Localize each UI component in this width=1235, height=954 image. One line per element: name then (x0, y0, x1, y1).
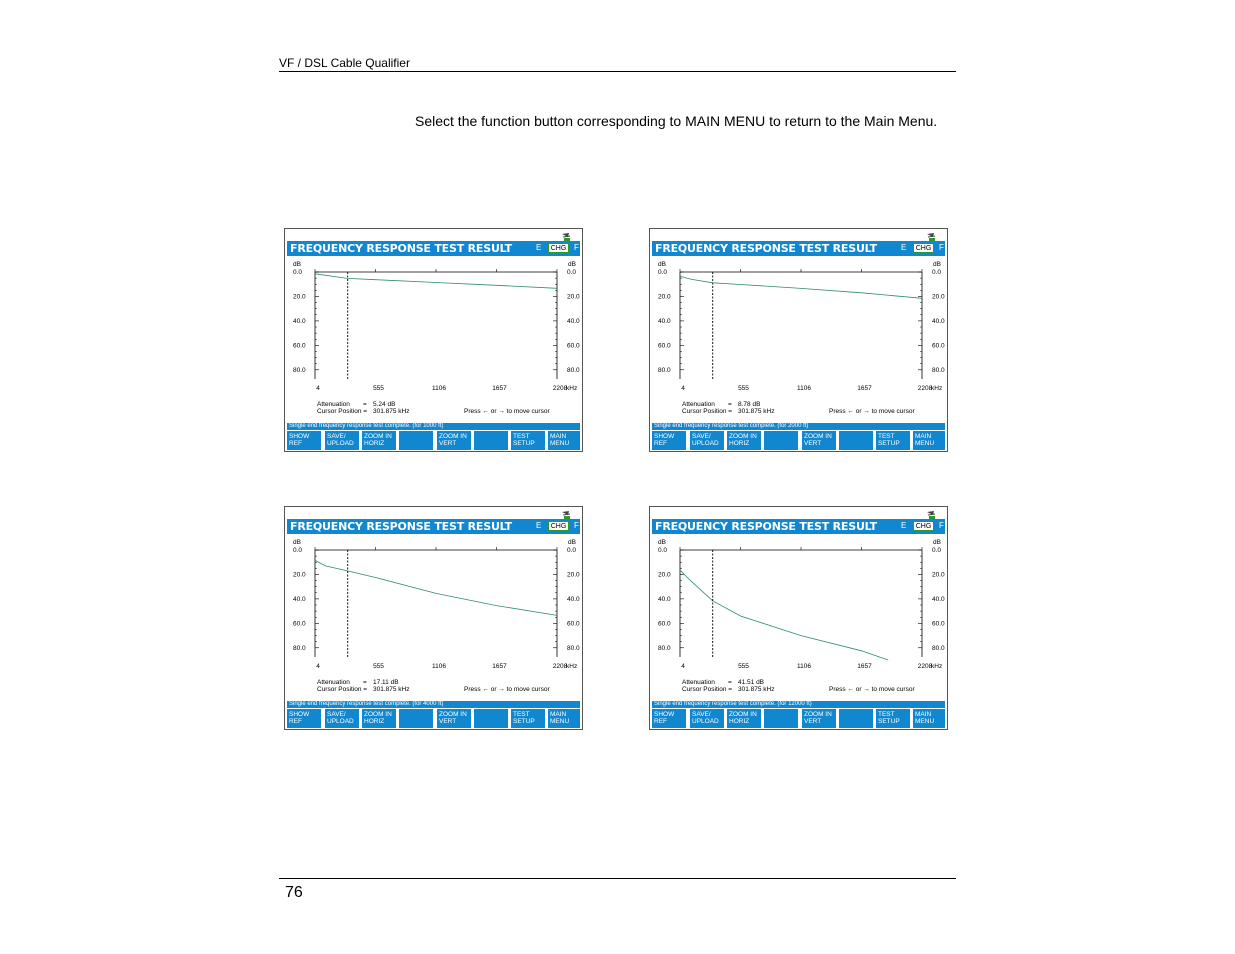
indicator-f: F (574, 521, 579, 530)
y-tick-label-left: 40.0 (293, 595, 306, 603)
page-header: VF / DSL Cable Qualifier (279, 56, 410, 70)
header-rule (279, 71, 956, 72)
attenuation-equals: = (728, 679, 732, 686)
cursor-position-label: Cursor Position = (317, 408, 368, 415)
y-tick-label-right: 40.0 (932, 595, 945, 603)
function-key[interactable]: TEST SETUP (876, 431, 910, 450)
y-tick-label-right: 80.0 (567, 644, 580, 652)
attenuation-label: Attenuation (682, 401, 715, 408)
device-screen (284, 506, 583, 730)
x-tick-label: 1657 (492, 385, 507, 392)
left-axis-unit: dB (293, 539, 301, 546)
y-tick-label-right: 20.0 (567, 293, 580, 301)
cursor-position-label: Cursor Position = (317, 686, 368, 693)
device-screen (649, 228, 948, 452)
x-tick-label: 4 (681, 385, 685, 392)
indicator-e: E (901, 521, 907, 530)
charge-indicator: CHG (548, 521, 569, 531)
attenuation-label: Attenuation (317, 401, 350, 408)
y-tick-label-left: 20.0 (658, 293, 671, 301)
y-tick-label-right: 40.0 (567, 595, 580, 603)
title-bar (652, 519, 945, 534)
page-number: 76 (285, 884, 303, 901)
left-axis-unit: dB (293, 261, 301, 268)
y-tick-label-right: 40.0 (567, 317, 580, 325)
function-key[interactable] (764, 431, 798, 450)
title-bar (287, 519, 580, 534)
y-tick-label-right: 20.0 (932, 293, 945, 301)
attenuation-equals: = (728, 401, 732, 408)
y-tick-label-right: 80.0 (567, 366, 580, 374)
y-tick-label-left: 0.0 (293, 547, 303, 554)
cursor-position-value: 301.875 kHz (738, 408, 775, 415)
function-key[interactable]: SHOW REF (287, 431, 321, 450)
response-trace (680, 276, 922, 298)
function-key[interactable] (474, 709, 508, 728)
function-key[interactable]: ZOOM IN HORIZ (727, 709, 761, 728)
attenuation-label: Attenuation (317, 679, 350, 686)
response-trace (315, 560, 557, 615)
attenuation-label: Attenuation (682, 679, 715, 686)
charge-indicator: CHG (548, 243, 569, 253)
y-tick-label-left: 0.0 (658, 269, 668, 276)
status-message: Single end frequency response test complete. (for 4000 ft) (287, 701, 580, 708)
function-key-row (652, 431, 945, 450)
instruction-text: Select the function button corresponding to MAIN MENU to return to the Main Menu. (415, 113, 938, 129)
function-key[interactable]: MAIN MENU (548, 431, 580, 450)
y-tick-label-left: 40.0 (293, 317, 306, 325)
function-key[interactable] (399, 431, 433, 450)
status-message: Single end frequency response test complete. (for 2000 ft) (652, 423, 945, 430)
x-tick-label: 4 (316, 663, 320, 670)
y-tick-label-right: 40.0 (932, 317, 945, 325)
function-key[interactable]: TEST SETUP (876, 709, 910, 728)
function-key-row (652, 709, 945, 728)
x-axis-unit: kHz (931, 663, 943, 670)
y-tick-label-left: 80.0 (293, 366, 306, 374)
attenuation-equals: = (363, 679, 367, 686)
y-tick-label-right: 80.0 (932, 644, 945, 652)
y-tick-label-left: 40.0 (658, 317, 671, 325)
function-key[interactable]: ZOOM IN VERT (437, 709, 471, 728)
function-key[interactable]: SAVE/ UPLOAD (325, 709, 359, 728)
indicator-e: E (901, 243, 907, 252)
screen-title: FREQUENCY RESPONSE TEST RESULT (290, 242, 512, 255)
cursor-hint: Press ← or → to move cursor (464, 408, 550, 415)
right-axis-unit: dB (933, 539, 941, 546)
x-tick-label: 1657 (857, 385, 872, 392)
x-tick-label: 2208 (552, 663, 568, 670)
x-tick-label: 1106 (432, 385, 446, 392)
device-screen (649, 506, 948, 730)
attenuation-value: 41.51 dB (738, 679, 765, 686)
function-key-row (287, 431, 580, 450)
function-key[interactable]: ZOOM IN VERT (802, 709, 836, 728)
x-tick-label: 1106 (432, 663, 446, 670)
x-tick-label: 1657 (492, 663, 507, 670)
y-tick-label-right: 0.0 (567, 547, 577, 554)
cursor-position-value: 301.875 kHz (373, 408, 410, 415)
y-tick-label-left: 20.0 (658, 571, 671, 579)
function-key[interactable] (764, 709, 798, 728)
screen-title: FREQUENCY RESPONSE TEST RESULT (290, 520, 512, 533)
y-tick-label-left: 60.0 (293, 620, 306, 628)
left-axis-unit: dB (658, 261, 666, 268)
y-tick-label-right: 60.0 (567, 342, 580, 350)
function-key[interactable]: MAIN MENU (913, 431, 945, 450)
function-key[interactable]: ZOOM IN HORIZ (362, 431, 396, 450)
indicator-f: F (574, 243, 579, 252)
right-axis-unit: dB (933, 261, 941, 268)
cursor-position-label: Cursor Position = (682, 686, 733, 693)
indicator-f: F (939, 521, 944, 530)
attenuation-value: 17.11 dB (373, 679, 399, 686)
attenuation-equals: = (363, 401, 367, 408)
cursor-position-value: 301.875 kHz (738, 686, 775, 693)
x-tick-label: 2208 (917, 663, 933, 670)
y-tick-label-left: 0.0 (293, 269, 303, 276)
cursor-hint: Press ← or → to move cursor (829, 408, 915, 415)
function-key[interactable]: SAVE/ UPLOAD (325, 431, 359, 450)
left-axis-unit: dB (658, 539, 666, 546)
cursor-hint: Press ← or → to move cursor (464, 686, 550, 693)
y-tick-label-right: 60.0 (932, 342, 945, 350)
y-tick-label-left: 20.0 (293, 571, 306, 579)
x-tick-label: 4 (681, 663, 685, 670)
x-tick-label: 555 (738, 663, 749, 670)
x-tick-label: 2208 (552, 385, 568, 392)
y-tick-label-right: 80.0 (932, 366, 945, 374)
function-key[interactable]: ZOOM IN VERT (802, 431, 836, 450)
indicator-e: E (536, 521, 542, 530)
attenuation-value: 5.24 dB (373, 401, 396, 408)
y-tick-label-right: 0.0 (932, 547, 942, 554)
x-tick-label: 1657 (857, 663, 872, 670)
y-tick-label-left: 80.0 (658, 366, 671, 374)
screen-title: FREQUENCY RESPONSE TEST RESULT (655, 520, 877, 533)
x-axis-unit: kHz (566, 663, 578, 670)
x-axis-unit: kHz (931, 385, 943, 392)
x-tick-label: 555 (373, 663, 384, 670)
function-key[interactable]: SHOW REF (287, 709, 321, 728)
footer-rule (279, 878, 956, 879)
function-key[interactable] (839, 709, 873, 728)
function-key[interactable] (474, 431, 508, 450)
right-axis-unit: dB (568, 539, 576, 546)
y-tick-label-left: 80.0 (658, 644, 671, 652)
y-tick-label-left: 20.0 (293, 293, 306, 301)
title-bar (287, 241, 580, 256)
title-bar (652, 241, 945, 256)
function-key[interactable]: ZOOM IN VERT (437, 431, 471, 450)
y-tick-label-left: 60.0 (658, 342, 671, 350)
right-axis-unit: dB (568, 261, 576, 268)
indicator-e: E (536, 243, 542, 252)
charge-indicator: CHG (913, 243, 934, 253)
y-tick-label-right: 0.0 (932, 269, 942, 276)
y-tick-label-left: 60.0 (293, 342, 306, 350)
cursor-position-value: 301.875 kHz (373, 686, 410, 693)
cursor-position-label: Cursor Position = (682, 408, 733, 415)
function-key[interactable]: SHOW REF (652, 709, 686, 728)
function-key[interactable]: ZOOM IN HORIZ (727, 431, 761, 450)
y-tick-label-right: 60.0 (567, 620, 580, 628)
status-message: Single end frequency response test complete. (for 12000 ft) (652, 701, 945, 708)
x-tick-label: 555 (373, 385, 384, 392)
y-tick-label-right: 60.0 (932, 620, 945, 628)
y-tick-label-left: 40.0 (658, 595, 671, 603)
y-tick-label-right: 0.0 (567, 269, 577, 276)
y-tick-label-left: 80.0 (293, 644, 306, 652)
device-screen (284, 228, 583, 452)
y-tick-label-right: 20.0 (932, 571, 945, 579)
function-key[interactable]: TEST SETUP (511, 709, 545, 728)
cursor-hint: Press ← or → to move cursor (829, 686, 915, 693)
x-tick-label: 1106 (797, 663, 811, 670)
indicator-f: F (939, 243, 944, 252)
y-tick-label-left: 0.0 (658, 547, 668, 554)
response-trace (315, 274, 557, 289)
charge-indicator: CHG (913, 521, 934, 531)
x-tick-label: 1106 (797, 385, 811, 392)
function-key[interactable] (399, 709, 433, 728)
y-tick-label-right: 20.0 (567, 571, 580, 579)
function-key[interactable]: TEST SETUP (511, 431, 545, 450)
y-tick-label-left: 60.0 (658, 620, 671, 628)
function-key[interactable]: MAIN MENU (913, 709, 945, 728)
x-tick-label: 4 (316, 385, 320, 392)
function-key-row (287, 709, 580, 728)
x-axis-unit: kHz (566, 385, 578, 392)
x-tick-label: 555 (738, 385, 749, 392)
status-message: Single end frequency response test complete. (for 1000 ft) (287, 423, 580, 430)
function-key[interactable]: ZOOM IN HORIZ (362, 709, 396, 728)
screen-title: FREQUENCY RESPONSE TEST RESULT (655, 242, 877, 255)
response-trace (680, 570, 888, 660)
function-key[interactable]: SHOW REF (652, 431, 686, 450)
function-key[interactable]: SAVE/ UPLOAD (690, 709, 724, 728)
function-key[interactable]: MAIN MENU (548, 709, 580, 728)
x-tick-label: 2208 (917, 385, 933, 392)
function-key[interactable] (839, 431, 873, 450)
function-key[interactable]: SAVE/ UPLOAD (690, 431, 724, 450)
attenuation-value: 8.78 dB (738, 401, 761, 408)
